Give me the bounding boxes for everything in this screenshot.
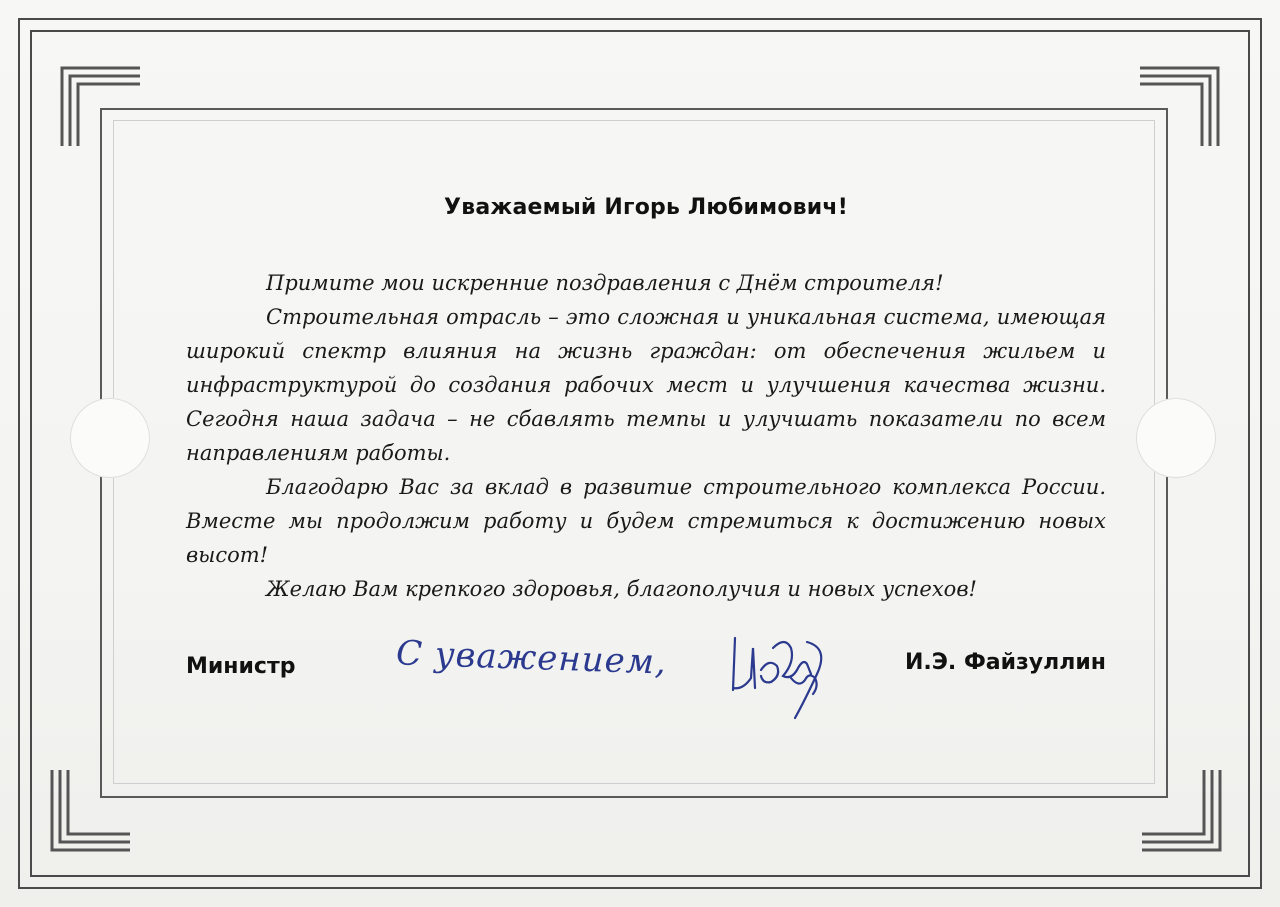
paragraph-industry: Строительная отрасль – это сложная и уникальная система, имеющая широкий спектр влияния на жизнь граждан: от обеспечения жильем и инфраструктурой до создания рабочих мест и улучшения качества жизни. Сегодня наша задача – не сбавлять темпы и улучшать показатели по всем направлениям работы. — [186, 305, 1106, 465]
letter-body — [186, 195, 1106, 606]
card-slot-right — [1136, 398, 1216, 478]
signer-name: И.Э. Файзуллин — [905, 650, 1106, 675]
paragraph-wishes: Желаю Вам крепкого здоровья, благополучия и новых успехов! — [266, 577, 977, 601]
corner-ornament-bottom-left — [48, 766, 138, 856]
corner-ornament-top-left — [58, 62, 148, 152]
greeting-heading: Уважаемый Игорь Любимович! — [444, 195, 848, 220]
card-slot-left — [70, 398, 150, 478]
signer-position: Министр — [186, 654, 296, 679]
paragraph-gratitude: Благодарю Вас за вклад в развитие строительного комплекса России. Вместе мы продолжим работу и будем стремиться к достижению новых высот! — [186, 475, 1106, 567]
handwritten-signature — [721, 618, 841, 728]
signature-row — [186, 630, 1106, 720]
corner-ornament-top-right — [1132, 62, 1222, 152]
corner-ornament-bottom-right — [1134, 766, 1224, 856]
handwritten-note: С уважением, — [395, 633, 668, 683]
paragraph-congratulation: Примите мои искренние поздравления с Днём строителя! — [266, 271, 944, 295]
